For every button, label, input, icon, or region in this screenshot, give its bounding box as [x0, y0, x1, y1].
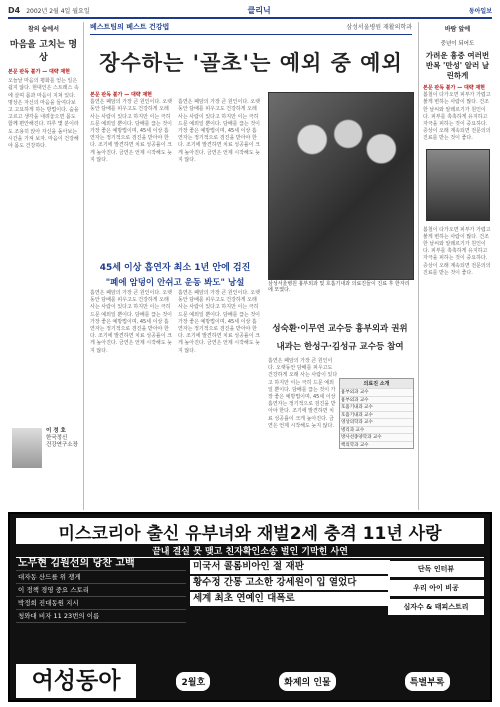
list-item: 단독 인터뷰 — [388, 561, 484, 577]
feature-body-top — [90, 92, 260, 164]
table-row: 호흡기내과 교수 — [340, 404, 413, 412]
section-title: 클리닉 — [247, 5, 271, 15]
list-item: 화제의 인물 — [279, 672, 336, 691]
pull-quote — [90, 260, 260, 288]
staff-table-grid — [340, 388, 413, 448]
right-article-title: 가려운 흉중 여러번 반복 '만성' 알러 날린하게 — [425, 51, 490, 80]
right-column-article — [418, 22, 492, 510]
ad-headline: 미스코리아 출신 유부녀와 재벌2세 충격 11년 사랑 — [16, 518, 484, 545]
list-item: 세계 최초 연예인 대폭로 — [190, 592, 390, 606]
left-article-title: 마음을 고치는 명상 — [9, 40, 78, 63]
table-row: 영상의학과 교수 — [340, 419, 413, 427]
feature-body-note: 본문 판독 불가 — 대략 재현 — [90, 92, 153, 98]
feature-body-col-2: 흡연은 폐암의 가장 큰 원인이다. 오랫동안 담배를 피우고도 건강하게 오래 사는 사람이 있다고 하지만 이는 극히 드문 예외일 뿐이다. 담배를 끊는 것이 가장 좋은 예방법이며, 45세 이상 흡연자는 정기적으로 검진을 받아야 한다. 조기에 발견하면 치료 성공률이 크게 높아진다. 금연은 언제 시작해도 늦지 않다. — [178, 99, 260, 163]
series-name: 베스트팀의 베스트 건강법 — [90, 23, 170, 31]
ad-mid-list — [190, 558, 390, 608]
ad-left-list — [16, 558, 186, 623]
list-item: 2월호 — [176, 672, 210, 691]
pull-quote-line-1: 45세 이상 흡연자 최소 1년 안에 검진 — [99, 263, 251, 273]
doctors-group-photo — [268, 92, 414, 280]
staff-table — [339, 378, 414, 449]
left-body-text: 오늘날 마음의 평화를 얻는 일은 쉽지 않다. 현대인은 스트레스 속에 살며 몸과 마음이 지쳐 있다. 명상은 자신의 마음을 들여다보고 고요하게 하는 방법이다. 숨을 고르고 생각을 내려놓으면 몸도 함께 편안해진다. 하루 몇 분이라도 조용히 앉아 자신을 돌아보는 시간을 가져 보자. 마음이 건강해야 몸도 건강하다. — [8, 78, 79, 150]
right-body-note: 본문 판독 불가 — 대략 재현 — [423, 85, 486, 91]
list-item: 심자수 & 태피스트리 — [388, 599, 484, 615]
table-row: 방사선종양학과 교수 — [340, 434, 413, 442]
byline-name: 이 정 호 — [46, 428, 66, 434]
issue-date: 2002년 2월 4일 월요일 — [26, 7, 90, 15]
magazine-advertisement — [8, 512, 492, 702]
masthead — [8, 3, 492, 19]
feature-headline: 장수하는 '골초'는 예외 중 예외 — [99, 50, 403, 75]
feature-article — [90, 22, 412, 510]
table-row: 흉부외과 교수 — [340, 389, 413, 397]
right-body-text: 봄철이 다가오면 피부가 가렵고 붉게 변하는 사람이 많다. 건조한 날씨와 알레르기가 원인이다. 피부를 촉촉하게 유지하고 자극을 피하는 것이 중요하다. 증상이 오래 계속되면 전문의의 진료를 받는 것이 좋다. — [423, 92, 491, 142]
ad-bottom-row — [142, 664, 484, 698]
table-row: 호흡기내과 교수 — [340, 411, 413, 419]
feature-body-bottom — [90, 290, 260, 355]
left-kicker: 참의 슬에서 — [27, 26, 60, 33]
list-item: 우리 아이 비공 — [388, 580, 484, 596]
table-row: 핵의학과 교수 — [340, 441, 413, 448]
byline-org: 한국정신 — [46, 435, 68, 441]
right-kicker: 바람 앞에 — [444, 26, 471, 33]
table-row: 흉부외과 교수 — [340, 396, 413, 404]
list-item: 박정희 진대동원 지시 — [16, 597, 186, 610]
list-item: 미국서 콜롬비아인 절 재판 — [190, 560, 390, 574]
feature-body-col-1: 흡연은 폐암의 가장 큰 원인이다. 오랫동안 담배를 피우고도 건강하게 오래 사는 사람이 있다고 하지만 이는 극히 드문 예외일 뿐이다. 담배를 끊는 것이 가장 좋은 예방법이며, 45세 이상 흡연자는 정기적으로 검진을 받아야 한다. 조기에 발견하면 치료 성공률이 크게 높아진다. 금연은 언제 시작해도 늦지 않다. — [90, 99, 172, 163]
author-byline — [46, 428, 82, 449]
subhead — [268, 322, 412, 352]
ad-right-list — [388, 558, 484, 618]
newspaper-logo: 동아일보 — [468, 7, 493, 15]
feature-body-col-3: 흡연은 폐암의 가장 큰 원인이다. 오랫동안 담배를 피우고도 건강하게 오래 사는 사람이 있다고 하지만 이는 극히 드문 예외일 뿐이다. 담배를 끊는 것이 가장 좋은 예방법이며, 45세 이상 흡연자는 정기적으로 검진을 받아야 한다. 조기에 발견하면 치료 성공률이 크게 높아진다. 금연은 언제 시작해도 늦지 않다. — [90, 290, 172, 354]
right-body-text-2: 봄철이 다가오면 피부가 가렵고 붉게 변하는 사람이 많다. 건조한 날씨와 알레르기가 원인이다. 피부를 촉촉하게 유지하고 자극을 피하는 것이 중요하다. 증상이 오래 계속되면 전문의의 진료를 받는 것이 좋다. — [423, 226, 491, 276]
ad-subheadline: 끝내 결실 못 맺고 친자확인소송 벌인 기막힌 사연 — [16, 544, 484, 558]
list-item: 황수정 간통 고소한 강세원이 입 열었다 — [190, 576, 390, 590]
magazine-brand-logo: 여성동아 — [16, 664, 136, 698]
list-item: 노무현 김원선의 당찬 고백 — [16, 558, 186, 571]
byline-role: 건강연구소장 — [46, 442, 78, 448]
series-tag — [90, 22, 412, 35]
left-body-note: 본문 판독 불가 — 대략 재현 — [8, 69, 71, 75]
list-item: 청와대 비자 11 23번의 이름 — [16, 610, 186, 623]
series-sub: 삼성서울병원 재활의학과 — [346, 24, 412, 31]
photo-caption: 삼성서울병원 흉부외과 및 호흡기내과 의료진들이 진료 후 한자리에 모였다. — [268, 281, 410, 294]
subhead-line-1: 성숙환·이무연 교수등 흉부외과 권위 — [272, 324, 408, 334]
subhead-line-2: 내과는 한성구·김성규 교수등 참여 — [276, 342, 404, 352]
page-number: D4 — [8, 5, 21, 15]
feature-body-col-5: 흡연은 폐암의 가장 큰 원인이다. 오랫동안 담배를 피우고도 건강하게 오래 사는 사람이 있다고 하지만 이는 극히 드문 예외일 뿐이다. 담배를 끊는 것이 가장 좋은 예방법이며, 45세 이상 흡연자는 정기적으로 검진을 받아야 한다. 조기에 발견하면 치료 성공률이 크게 높아진다. 금연은 언제 시작해도 늦지 않다. — [268, 358, 338, 429]
staff-table-title: 의료진 소개 — [340, 379, 413, 388]
list-item: 이 정책 경영 중요 스토리 — [16, 584, 186, 597]
list-item: 대자동 산드를 위 쟁게 — [16, 571, 186, 584]
right-column-photo — [426, 149, 490, 221]
pull-quote-line-2: "폐에 암덩이 안쉬고 운동 봐도" 낭설 — [105, 278, 245, 288]
table-row: 병리과 교수 — [340, 426, 413, 434]
masthead-right — [337, 6, 492, 15]
right-sub: 중년이 되어도 — [440, 41, 475, 47]
feature-body-col-4: 흡연은 폐암의 가장 큰 원인이다. 오랫동안 담배를 피우고도 건강하게 오래 사는 사람이 있다고 하지만 이는 극히 드문 예외일 뿐이다. 담배를 끊는 것이 가장 좋은 예방법이며, 45세 이상 흡연자는 정기적으로 검진을 받아야 한다. 조기에 발견하면 치료 성공률이 크게 높아진다. 금연은 언제 시작해도 늦지 않다. — [178, 290, 260, 354]
author-portrait — [12, 428, 42, 468]
list-item: 특별부록 — [405, 672, 450, 691]
